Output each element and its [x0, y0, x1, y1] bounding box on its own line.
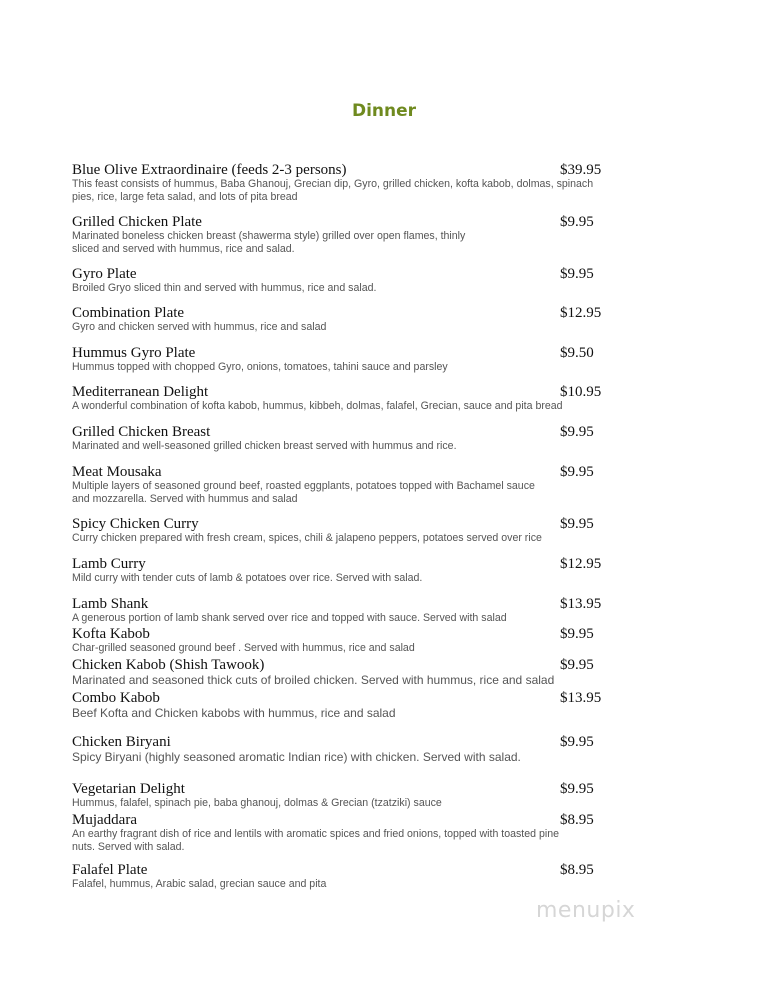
- item-description: An earthy fragrant dish of rice and lentils with aromatic spices and fried onions, topped with toasted pine nuts. Served with salad.: [72, 828, 559, 853]
- item-description: Gyro and chicken served with hummus, rice and salad: [72, 321, 327, 333]
- item-name: Grilled Chicken Plate: [72, 214, 202, 230]
- item-description: Curry chicken prepared with fresh cream, spices, chili & jalapeno peppers, potatoes served over rice: [72, 532, 542, 544]
- item-price: $13.95: [560, 690, 602, 706]
- item-description: Spicy Biryani (highly seasoned aromatic Indian rice) with chicken. Served with salad.: [72, 750, 521, 764]
- item-name: Gyro Plate: [72, 266, 137, 282]
- item-price: $9.95: [560, 734, 594, 750]
- item-price: $9.95: [560, 266, 594, 282]
- item-name: Chicken Kabob (Shish Tawook): [72, 657, 265, 673]
- item-name: Vegetarian Delight: [72, 781, 185, 797]
- item-price: $10.95: [560, 384, 602, 400]
- item-price: $8.95: [560, 812, 594, 828]
- item-description: A wonderful combination of kofta kabob, hummus, kibbeh, dolmas, falafel, Grecian, sauce and pita bread: [72, 400, 563, 412]
- item-price: $9.95: [560, 657, 594, 673]
- item-description: Multiple layers of seasoned ground beef, roasted eggplants, potatoes topped with Bachamel sauce and mozzarella. Served with hummus and salad: [72, 480, 535, 505]
- page-title: Dinner: [351, 101, 417, 121]
- item-name: Lamb Curry: [72, 556, 146, 572]
- item-price: $9.95: [560, 214, 594, 230]
- item-description: A generous portion of lamb shank served over rice and topped with sauce. Served with salad: [72, 612, 507, 624]
- item-description: Hummus, falafel, spinach pie, baba ghanouj, dolmas & Grecian (tzatziki) sauce: [72, 797, 442, 809]
- item-price: $9.95: [560, 626, 594, 642]
- item-price: $8.95: [560, 862, 594, 878]
- item-name: Blue Olive Extraordinaire (feeds 2-3 persons): [72, 162, 347, 178]
- item-price: $9.95: [560, 781, 594, 797]
- item-name: Falafel Plate: [72, 862, 148, 878]
- item-description: Broiled Gryo sliced thin and served with hummus, rice and salad.: [72, 282, 377, 294]
- item-price: $13.95: [560, 596, 602, 612]
- item-description: Hummus topped with chopped Gyro, onions, tomatoes, tahini sauce and parsley: [72, 361, 448, 373]
- item-price: $12.95: [560, 556, 602, 572]
- item-description: This feast consists of hummus, Baba Ghanouj, Grecian dip, Gyro, grilled chicken, kofta kabob, dolmas, spinach pies, rice, large feta salad, and lots of pita bread: [72, 178, 594, 203]
- item-name: Chicken Biryani: [72, 734, 171, 750]
- item-description: Falafel, hummus, Arabic salad, grecian sauce and pita: [72, 878, 327, 890]
- watermark-logo: menupix: [536, 898, 636, 923]
- item-description: Char-grilled seasoned ground beef . Served with hummus, rice and salad: [72, 642, 415, 654]
- item-name: Grilled Chicken Breast: [72, 424, 211, 440]
- item-name: Meat Mousaka: [72, 464, 162, 480]
- item-description: Marinated and seasoned thick cuts of broiled chicken. Served with hummus, rice and salad: [72, 673, 555, 687]
- item-price: $9.95: [560, 516, 594, 532]
- item-description: Marinated and well-seasoned grilled chicken breast served with hummus and rice.: [72, 440, 457, 452]
- item-description: Marinated boneless chicken breast (shawerma style) grilled over open flames, thinly sliced and served with hummus, rice and salad.: [72, 230, 466, 255]
- item-name: Spicy Chicken Curry: [72, 516, 199, 532]
- item-description: Mild curry with tender cuts of lamb & potatoes over rice. Served with salad.: [72, 572, 423, 584]
- item-price: $9.95: [560, 424, 594, 440]
- item-name: Lamb Shank: [72, 596, 149, 612]
- item-price: $9.95: [560, 464, 594, 480]
- item-name: Hummus Gyro Plate: [72, 345, 196, 361]
- item-name: Kofta Kabob: [72, 626, 150, 642]
- item-name: Combo Kabob: [72, 690, 160, 706]
- item-description: Beef Kofta and Chicken kabobs with hummus, rice and salad: [72, 706, 396, 720]
- item-price: $39.95: [560, 162, 602, 178]
- item-name: Mediterranean Delight: [72, 384, 209, 400]
- item-name: Mujaddara: [72, 812, 137, 828]
- item-price: $9.50: [560, 345, 594, 361]
- item-name: Combination Plate: [72, 305, 185, 321]
- item-price: $12.95: [560, 305, 602, 321]
